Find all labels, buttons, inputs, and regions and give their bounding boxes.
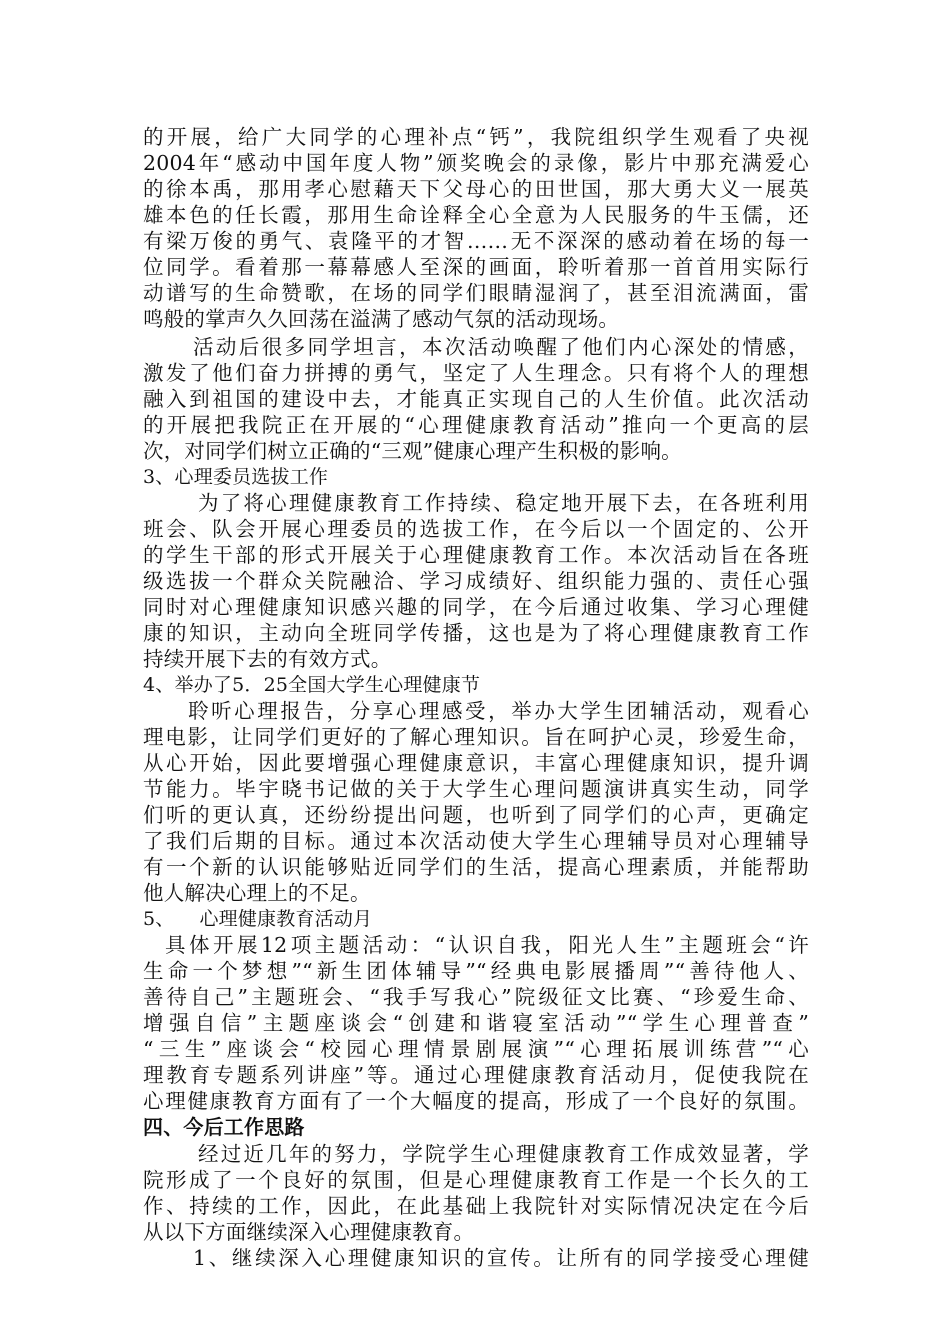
paragraph-line: 激发了他们奋力拼搏的勇气，坚定了人生理念。只有将个人的理想 bbox=[143, 361, 809, 385]
paragraph-line: 持续开展下去的有效方式。 bbox=[143, 647, 392, 671]
paragraph-line: 有梁万俊的勇气、袁隆平的才智……无不深深的感动着在场的每一 bbox=[143, 229, 809, 253]
paragraph-line: 鸣般的掌声久久回荡在溢满了感动气氛的活动现场。 bbox=[143, 307, 620, 331]
subsection-heading: 4、举办了5．25全国大学生心理健康节 bbox=[143, 674, 481, 696]
subsection-heading: 5、 心理健康教育活动月 bbox=[143, 908, 373, 930]
paragraph-line: 融入到祖国的建设中去，才能真正实现自己的人生价值。此次活动 bbox=[143, 387, 809, 411]
paragraph-line: 同时对心理健康知识感兴趣的同学，在今后通过收集、学习心理健 bbox=[143, 595, 809, 619]
paragraph-line: 生命一个梦想”“新生团体辅导”“经典电影展播周”“善待他人、 bbox=[143, 959, 809, 983]
paragraph-line: 的徐本禹，那用孝心慰藉天下父母心的田世国，那大勇大义一展英 bbox=[143, 177, 809, 201]
paragraph-line: 的开展，给广大同学的心理补点“钙”，我院组织学生观看了央视 bbox=[143, 125, 809, 149]
paragraph-line: 为了将心理健康教育工作持续、稳定地开展下去，在各班利用 bbox=[198, 491, 809, 515]
paragraph-line: 的开展把我院正在开展的“心理健康教育活动”推向一个更高的层 bbox=[143, 413, 809, 437]
paragraph-line: 聆听心理报告，分享心理感受，举办大学生团辅活动，观看心 bbox=[188, 699, 809, 723]
paragraph-line: 有一个新的认识能够贴近同学们的生活，提高心理素质，并能帮助 bbox=[143, 855, 809, 879]
section-heading: 四、今后工作思路 bbox=[143, 1115, 305, 1139]
paragraph-line: 院形成了一个良好的氛围，但是心理健康教育工作是一个长久的工 bbox=[143, 1168, 809, 1192]
paragraph-line: 雄本色的任长霞，那用生命诠释全心全意为人民服务的牛玉儒，还 bbox=[143, 203, 809, 227]
paragraph-line: 级选拔一个群众关院融洽、学习成绩好、组织能力强的、责任心强 bbox=[143, 569, 809, 593]
paragraph-line: 从心开始，因此要增强心理健康意识，丰富心理健康知识，提升调 bbox=[143, 751, 809, 775]
paragraph-line: 次，对同学们树立正确的“三观”健康心理产生积极的影响。 bbox=[143, 439, 682, 463]
paragraph-line: 了我们后期的目标。通过本次活动使大学生心理辅导员对心理辅导 bbox=[143, 829, 809, 853]
paragraph-line: 位同学。看着那一幕幕感人至深的画面，聆听着那一首首用实际行 bbox=[143, 255, 809, 279]
paragraph-line: 1、继续深入心理健康知识的宣传。让所有的同学接受心理健 bbox=[193, 1246, 809, 1270]
paragraph-line: “三生”座谈会“校园心理情景剧展演”“心理拓展训练营”“心 bbox=[143, 1037, 809, 1061]
paragraph-line: 2004年“感动中国年度人物”颁奖晚会的录像，影片中那充满爱心 bbox=[143, 151, 809, 175]
paragraph-line: 节能力。毕宇晓书记做的关于大学生心理问题演讲真实生动，同学 bbox=[143, 777, 809, 801]
paragraph-line: 作、持续的工作，因此，在此基础上我院针对实际情况决定在今后 bbox=[143, 1194, 809, 1218]
paragraph-line: 经过近几年的努力，学院学生心理健康教育工作成效显著，学 bbox=[198, 1142, 809, 1166]
paragraph-line: 善待自己”主题班会、“我手写我心”院级征文比赛、“珍爱生命、 bbox=[143, 985, 809, 1009]
paragraph-line: 理教育专题系列讲座”等。通过心理健康教育活动月，促使我院在 bbox=[143, 1063, 809, 1087]
paragraph-line: 的学生干部的形式开展关于心理健康教育工作。本次活动旨在各班 bbox=[143, 543, 809, 567]
paragraph-line: 班会、队会开展心理委员的选拔工作，在今后以一个固定的、公开 bbox=[143, 517, 809, 541]
paragraph-line: 们听的更认真，还纷纷提出问题，也听到了同学们的心声，更确定 bbox=[143, 803, 809, 827]
paragraph-line: 增强自信”主题座谈会“创建和谐寝室活动”“学生心理普查” bbox=[143, 1011, 809, 1035]
paragraph-line: 理电影，让同学们更好的了解心理知识。旨在呵护心灵，珍爱生命， bbox=[143, 725, 809, 749]
paragraph-line: 活动后很多同学坦言，本次活动唤醒了他们内心深处的情感， bbox=[193, 335, 809, 359]
paragraph-line: 动谱写的生命赞歌，在场的同学们眼睛湿润了，甚至泪流满面，雷 bbox=[143, 281, 809, 305]
paragraph-line: 从以下方面继续深入心理健康教育。 bbox=[143, 1220, 475, 1244]
paragraph-line: 心理健康教育方面有了一个大幅度的提高，形成了一个良好的氛围。 bbox=[143, 1089, 809, 1113]
subsection-heading: 3、心理委员选拔工作 bbox=[143, 466, 329, 488]
paragraph-line: 具体开展12项主题活动：“认识自我，阳光人生”主题班会“许 bbox=[165, 933, 809, 957]
paragraph-line: 康的知识，主动向全班同学传播，这也是为了将心理健康教育工作 bbox=[143, 621, 809, 645]
paragraph-line: 他人解决心理上的不足。 bbox=[143, 881, 371, 905]
